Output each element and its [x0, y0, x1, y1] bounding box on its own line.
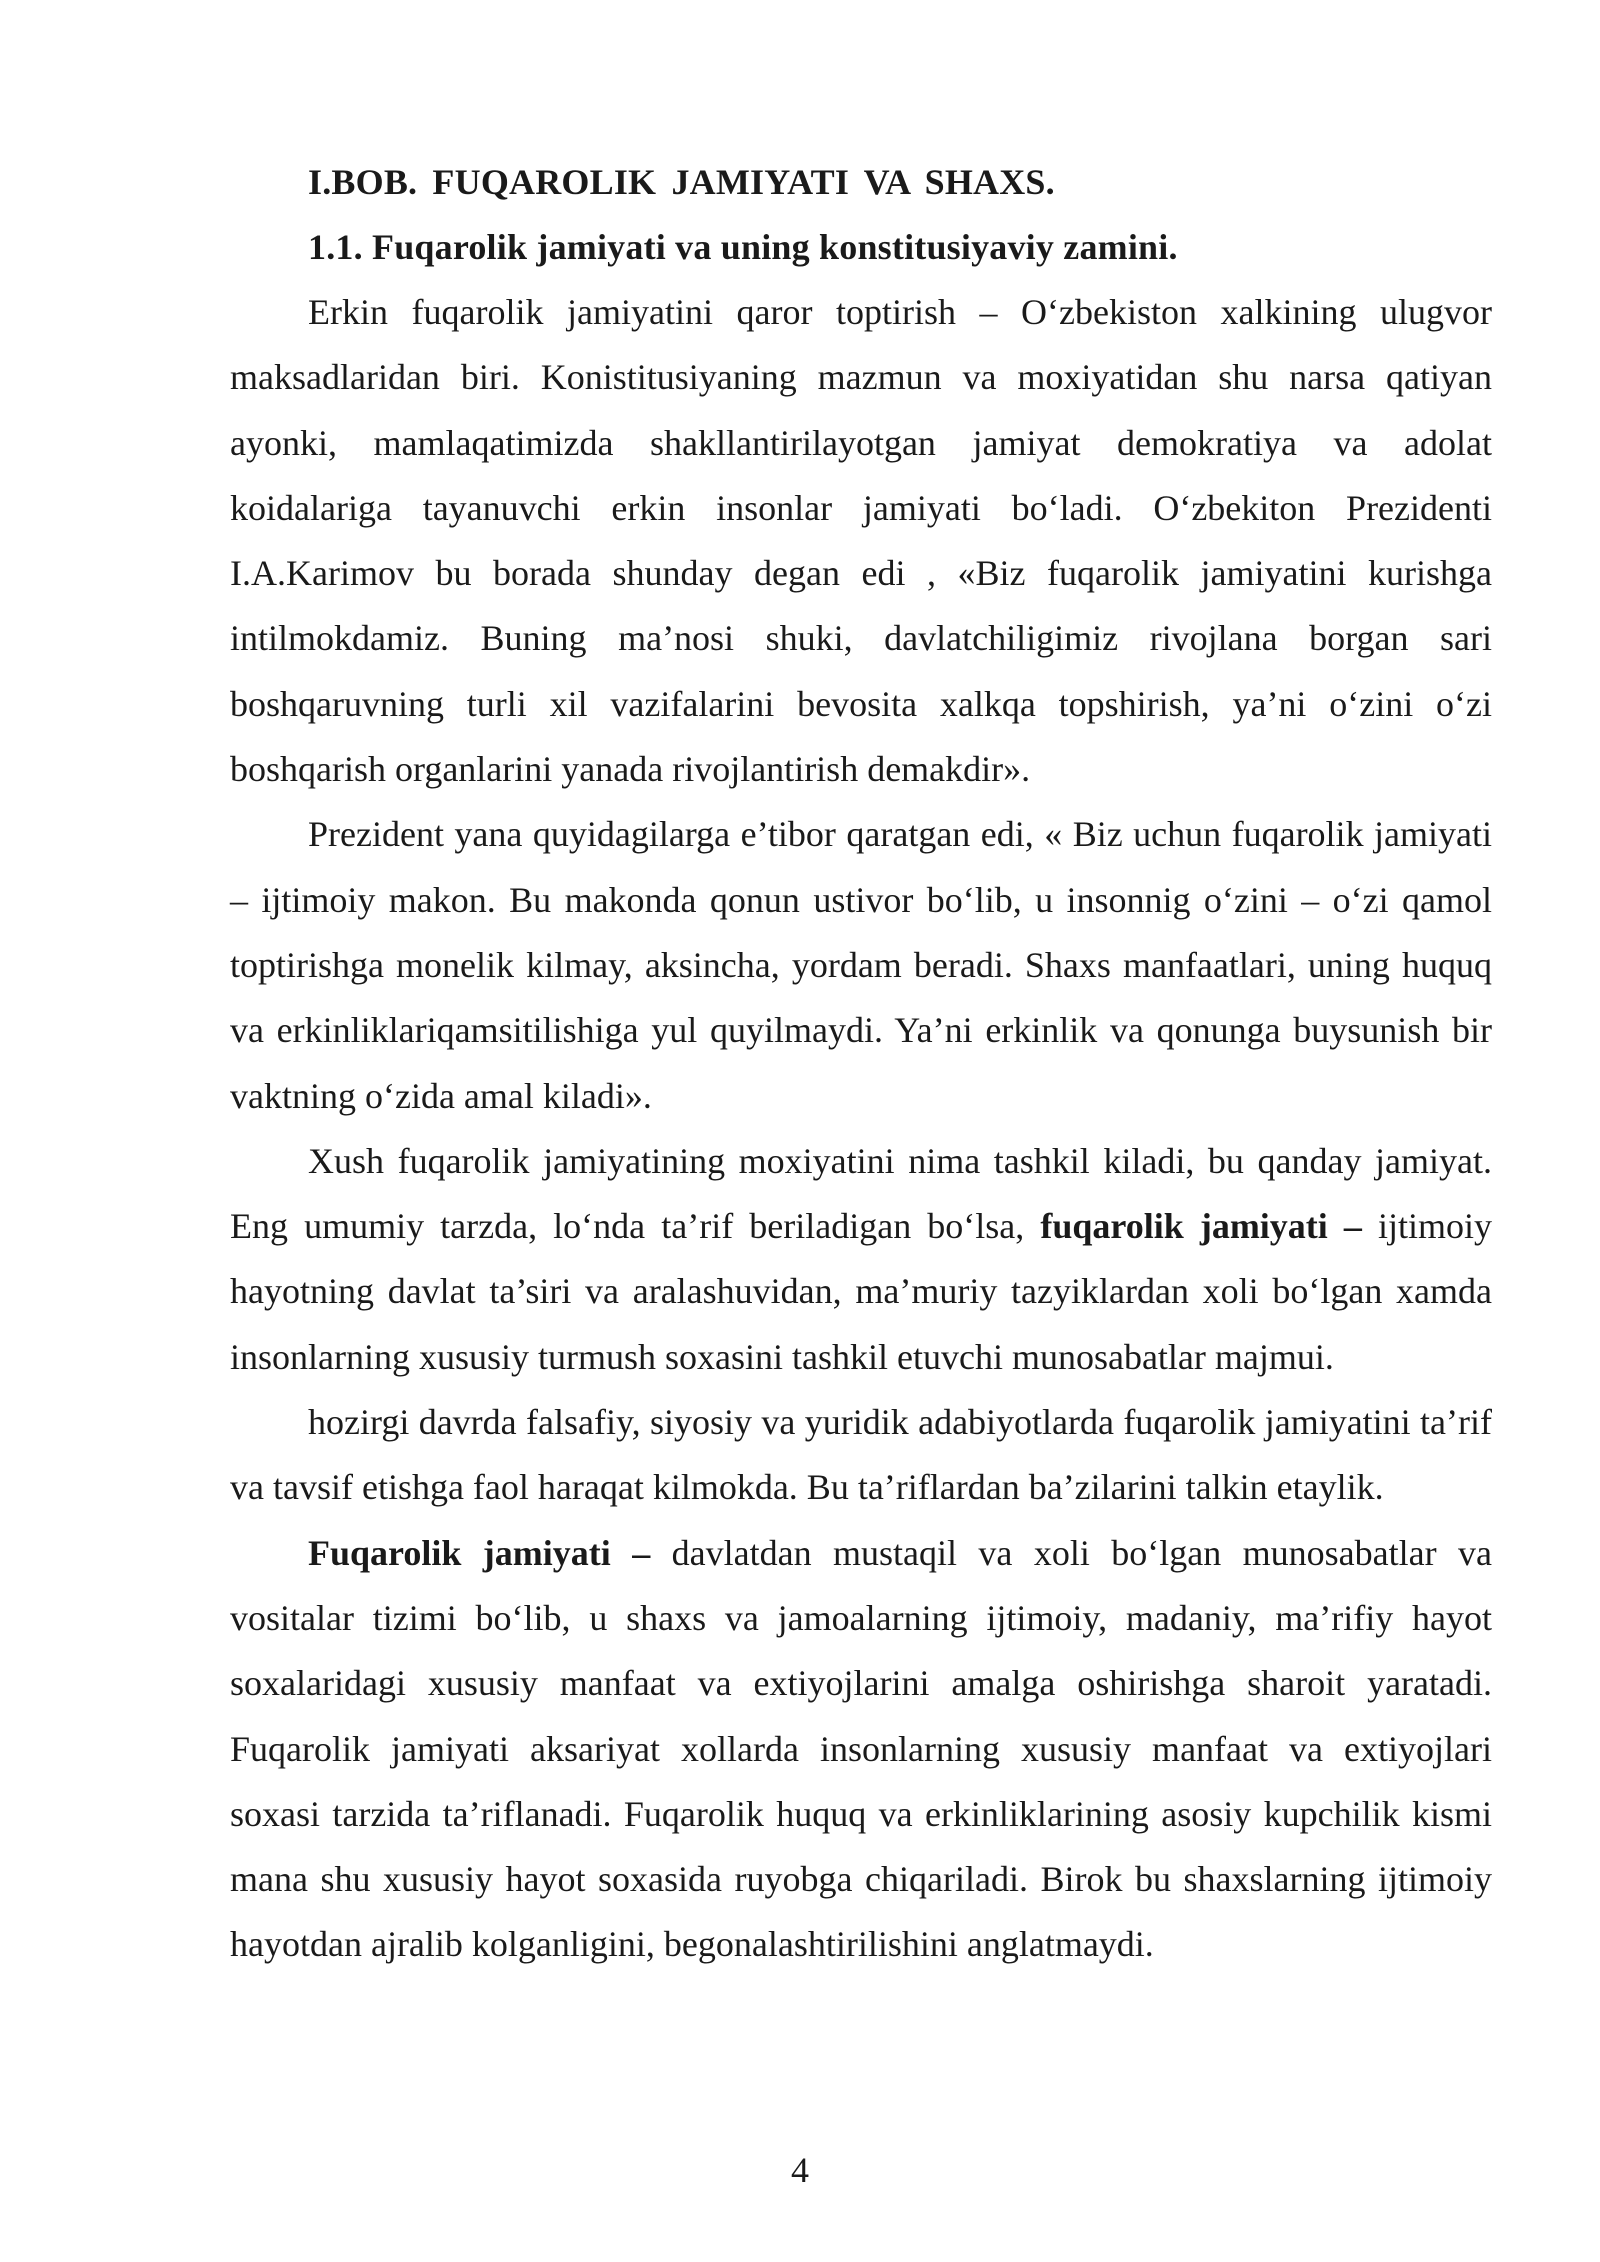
- section-title: 1.1. Fuqarolik jamiyati va uning konstitusiyaviy zamini.: [308, 227, 1178, 267]
- paragraph-5-rest: davlatdan mustaqil va xoli bo‘lgan munosabatlar va vositalar tizimi bo‘lib, u shaxs va jamoalarning ijtimoiy, madaniy, ma’rifiy hayot soxalaridagi xususiy manfaat va extiyojlarini amalga oshirishga sharoit yaratadi. Fuqarolik jamiyati aksariyat xollarda insonlarning xususiy manfaat va extiyojlari soxasi tarzida ta’riflanadi. Fuqarolik huquq va erkinliklarining asosiy kupchilik kismi mana shu xususiy hayot soxasida ruyobga chiqariladi. Birok bu shaxslarning ijtimoiy hayotdan ajralib kolganligini, begonalashtirilishini anglatmaydi.: [230, 1532, 1493, 1965]
- paragraph-3: [230, 1129, 1492, 1390]
- chapter-title: I.BOB. FUQAROLIK JAMIYATI VA SHAXS.: [308, 162, 1055, 202]
- paragraph-3-lead: Xush fuqarolik jamiyatining moxiyatini nima tashkil kiladi, bu qanday jamiyat. Eng umumiy tarzda, lo‘nda ta’rif beriladigan bo‘lsa,: [230, 1140, 1492, 1247]
- paragraph-5: [230, 1521, 1492, 1978]
- term-fuqarolik-jamiyati: fuqarolik jamiyati –: [1040, 1206, 1362, 1247]
- paragraph-3-rest: ijtimoiy hayotning davlat ta’siri va aralashuvidan, ma’muriy tazyiklardan xoli bo‘lgan xamda insonlarning xususiy turmush soxasini tashkil etuvchi munosabatlar majmui.: [230, 1206, 1492, 1377]
- page-number: 4: [791, 2150, 809, 2190]
- paragraph-4: hozirgi davrda falsafiy, siyosiy va yuridik adabiyotlarda fuqarolik jamiyatini ta’rif va tavsif etishga faol haraqat kilmokda. Bu ta’riflardan ba’zilarini talkin etaylik.: [230, 1402, 1492, 1508]
- document-page: [230, 150, 1492, 1978]
- paragraph-2: Prezident yana quyidagilarga e’tibor qaratgan edi, « Biz uchun fuqarolik jamiyati – ijtimoiy makon. Bu makonda qonun ustivor bo‘lib, u insonnig o‘zini – o‘zi qamol toptirishga monelik kilmay, aksincha, yordam beradi. Shaxs manfaatlari, uning huquq va erkinliklariqamsitilishiga yul quyilmaydi. Ya’ni erkinlik va qonunga buysunish bir vaktning o‘zida amal kiladi».: [230, 814, 1492, 1116]
- paragraph-1: Erkin fuqarolik jamiyatini qaror toptirish – O‘zbekiston xalkining ulugvor maksadlaridan biri. Konistitusiyaning mazmun va moxiyatidan shu narsa qatiyan ayonki, mamlaqatimizda shakllantirilayotgan jamiyat demokratiya va adolat koidalariga tayanuvchi erkin insonlar jamiyati bo‘ladi. O‘zbekiton Prezidenti I.A.Karimov bu borada shunday degan edi , «Biz fuqarolik jamiyatini kurishga intilmokdamiz. Buning ma’nosi shuki, davlatchiligimiz rivojlana borgan sari boshqaruvning turli xil vazifalarini bevosita xalkqa topshirish, ya’ni o‘zini o‘zi boshqarish organlarini yanada rivojlantirish demakdir».: [230, 292, 1492, 790]
- term-fuqarolik-jamiyati-definition: Fuqarolik jamiyati –: [308, 1532, 651, 1573]
